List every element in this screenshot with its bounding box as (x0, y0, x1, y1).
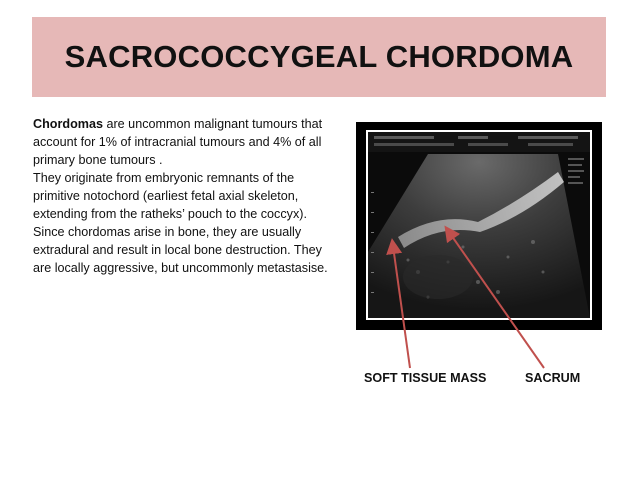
soft-tissue-arrow (393, 246, 410, 368)
soft-tissue-mass-label: SOFT TISSUE MASS (364, 371, 487, 385)
intro-text: are uncommon malignant tumours that account for 1% of intracranial tumours and 4% of all primary bone tumours . (33, 117, 323, 167)
sacrum-label: SACRUM (525, 371, 581, 385)
sacrum-arrow (449, 232, 544, 368)
term-chordomas: Chordomas (33, 117, 103, 131)
paragraph-origin: They originate from embryonic remnants of the primitive notochord (earliest fetal axial skeleton, extending from the ratheks’ pouch to the coccyx). Since chordomas arise in bone, they are usually extradural and result in local bone destruction. They are locally aggressive, but uncommonly metastasise. (33, 171, 328, 275)
slide-title: SACROCOCCYGEAL CHORDOMA (64, 39, 574, 74)
